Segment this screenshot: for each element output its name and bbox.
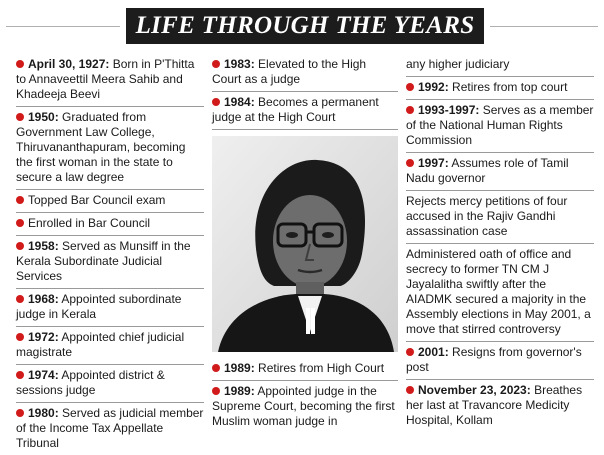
entry-text: Appointed subordinate judge in Kerala [16,292,182,321]
entry-text: Administered oath of office and secrecy to former TN CM J Jayalalitha swiftly after the AIADMK secured a majority in the Assembly elections in May 2001, a move that stirred controversy [406,247,591,336]
bullet-dot-icon [212,60,220,68]
timeline-column-1 [16,54,204,455]
entry-text: any higher judiciary [406,57,510,71]
timeline-entry [212,381,398,433]
bullet-dot-icon [16,196,24,204]
entry-date: 1958: [28,239,59,253]
timeline-column-3 [406,54,594,432]
timeline-entry [16,403,204,455]
entry-text: Appointed chief judicial magistrate [16,330,185,359]
entry-text: Becomes a permanent judge at the High Court [212,95,379,124]
entry-date: 1950: [28,110,59,124]
bullet-dot-icon [212,98,220,106]
bullet-dot-icon [16,409,24,417]
entry-text: Retires from top court [448,80,568,94]
entry-text: Serves as a member of the National Human Rights Commission [406,103,594,147]
entry-text: Elevated to the High Court as a judge [212,57,367,86]
bullet-dot-icon [406,83,414,91]
entry-text: Graduated from Government Law College, Thiruvananthapuram, becoming the first woman in the state to secure a law degree [16,110,186,184]
entry-date: 1989: [224,361,255,375]
bullet-dot-icon [16,333,24,341]
timeline-entry [406,54,594,77]
bullet-dot-icon [16,219,24,227]
entry-text: Breathes her last at Travancore Medicity Hospital, Kollam [406,383,583,427]
entry-text: Rejects mercy petitions of four accused in the Rajiv Gandhi assassination case [406,194,568,238]
timeline-entry [406,244,594,342]
timeline-entry [16,289,204,327]
timeline-entry [406,191,594,244]
entry-date: 1984: [224,95,255,109]
timeline-entry [212,92,398,130]
timeline-entry [406,100,594,153]
timeline-entry [16,190,204,213]
entry-date: 1992: [418,80,449,94]
entry-text: Served as judicial member of the Income Tax Appellate Tribunal [16,406,204,450]
timeline-entry [406,153,594,191]
timeline-entry [16,365,204,403]
entry-date: November 23, 2023: [418,383,531,397]
entry-date: 1968: [28,292,59,306]
bullet-dot-icon [16,295,24,303]
timeline-entry [16,327,204,365]
timeline-entry [406,380,594,432]
entry-text: Enrolled in Bar Council [28,216,151,230]
timeline-entry [212,54,398,92]
entry-text: Served as Munsiff in the Kerala Subordinate Judicial Services [16,239,191,283]
header-rule-right [490,26,598,27]
entry-text: Born in P'Thitta to Annaveettil Meera Sahib and Khadeeja Beevi [16,57,195,101]
entry-text: Appointed district & sessions judge [16,368,165,397]
bullet-dot-icon [212,364,220,372]
bullet-dot-icon [406,348,414,356]
entry-date: 1997: [418,156,449,170]
entry-date: 1972: [28,330,59,344]
entry-text: Retires from High Court [254,361,385,375]
entry-date: 1974: [28,368,59,382]
bullet-dot-icon [406,386,414,394]
portrait-photo [212,136,398,352]
timeline-entry [16,107,204,190]
entry-text: Assumes role of Tamil Nadu governor [406,156,569,185]
bullet-dot-icon [212,387,220,395]
timeline-entry [16,54,204,107]
entry-text: Resigns from governor's post [406,345,582,374]
timeline-entry [16,236,204,289]
bullet-dot-icon [406,106,414,114]
timeline-column-2-top [212,54,398,130]
timeline-entry [406,342,594,380]
bullet-dot-icon [16,113,24,121]
entry-date: 1983: [224,57,255,71]
timeline-column-2 [212,54,398,433]
timeline-column-2-bottom [212,358,398,433]
entry-date: 1993-1997: [418,103,480,117]
timeline-entry [212,358,398,381]
bullet-dot-icon [16,242,24,250]
entry-date: 2001: [418,345,449,359]
bullet-dot-icon [16,371,24,379]
entry-date: 1980: [28,406,59,420]
header-rule-left [6,26,120,27]
page-title: LIFE THROUGH THE YEARS [126,8,484,44]
entry-text: Topped Bar Council exam [28,193,166,207]
bullet-dot-icon [16,60,24,68]
timeline-entry [406,77,594,100]
entry-date: 1989: [224,384,255,398]
entry-text: Appointed judge in the Supreme Court, becoming the first Muslim woman judge in [212,384,395,428]
portrait-image [212,136,398,352]
bullet-dot-icon [406,159,414,167]
timeline-entry [16,213,204,236]
entry-date: April 30, 1927: [28,57,110,71]
